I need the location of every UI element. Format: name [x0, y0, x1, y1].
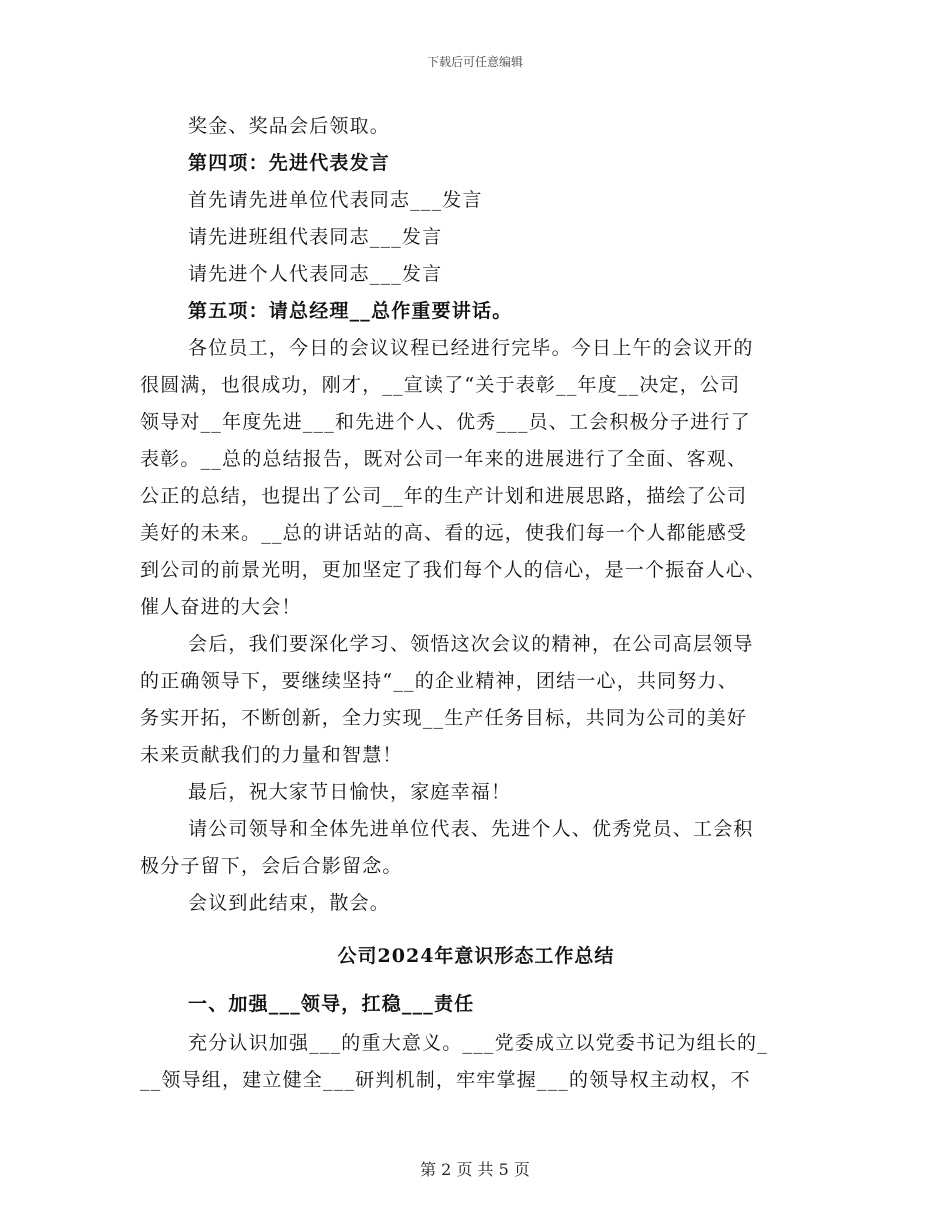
text-line: 第四项：先进代表发言: [188, 152, 391, 174]
text-line: 极分子留下，会后合影留念。: [140, 855, 403, 877]
text-line: 请公司领导和全体先进单位代表、先进个人、优秀党员、工会积: [188, 818, 754, 840]
speech-section: [140, 108, 812, 922]
text-line: 未来贡献我们的力量和智慧！: [140, 744, 403, 766]
text-line: 务实开拓，不断创新，全力实现__生产任务目标，共同为公司的美好: [140, 707, 748, 729]
page-footer: 第 2 页 共 5 页: [420, 1160, 530, 1179]
section-heading: 一、加强___领导，扛稳___责任: [188, 993, 475, 1015]
text-line: 会后，我们要深化学习、领悟这次会议的精神，在公司高层领导: [188, 633, 754, 655]
document-title: 公司2024年意识形态工作总结: [337, 945, 615, 967]
text-line: 请先进个人代表同志___发言: [188, 263, 443, 285]
text-line: 很圆满，也很成功，刚才，__宣读了“关于表彰__年度__决定，公司: [140, 374, 741, 396]
text-line: 催人奋进的大会！: [140, 596, 302, 618]
text-line: 最后，祝大家节日愉快，家庭幸福！: [188, 781, 512, 803]
text-line: 请先进班组代表同志___发言: [188, 226, 443, 248]
text-line: 首先请先进单位代表同志___发言: [188, 189, 483, 211]
text-line: 第五项：请总经理__总作重要讲话。: [188, 300, 513, 322]
text-line: 到公司的前景光明，更加坚定了我们每个人的信心，是一个振奋人心、: [140, 559, 767, 581]
text-line: 各位员工，今日的会议议程已经进行完毕。今日上午的会议开的: [188, 337, 754, 359]
text-line: 领导对__年度先进___和先进个人、优秀___员、工会积极分子进行了: [140, 411, 751, 433]
text-line: 美好的未来。__总的讲话站的高、看的远，使我们每一个人都能感受: [140, 522, 748, 544]
text-line: 会议到此结束，散会。: [188, 892, 391, 914]
document-body: [140, 108, 812, 1099]
text-line: __领导组，建立健全___研判机制，牢牢掌握___的领导权主动权，不: [140, 1069, 751, 1091]
text-line: 公正的总结，也提出了公司__年的生产计划和进展思路，描绘了公司: [140, 485, 748, 507]
text-line: 表彰。__总的总结报告，既对公司一年来的进展进行了全面、客观、: [140, 448, 748, 470]
text-line: 奖金、奖品会后领取。: [188, 115, 391, 137]
text-line: 充分认识加强___的重大意义。___党委成立以党委书记为组长的_: [188, 1032, 768, 1054]
text-line: 的正确领导下，要继续坚持“__的企业精神，团结一心，共同努力、: [140, 670, 738, 692]
page-header: 下载后可任意编辑: [426, 55, 523, 69]
summary-section: [140, 1025, 812, 1099]
